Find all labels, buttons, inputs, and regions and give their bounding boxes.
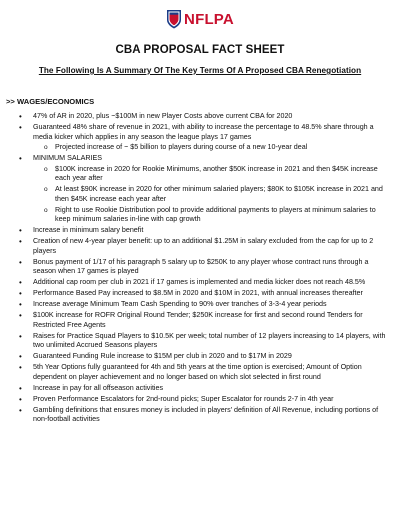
list-item <box>10 395 390 405</box>
list-item-text: Additional cap room per club in 2021 if 17 games is implemented and media kicker does not reach 48.5% <box>33 278 366 287</box>
list-item <box>10 123 390 153</box>
document-title: CBA PROPOSAL FACT SHEET <box>115 44 285 56</box>
list-item <box>10 332 390 351</box>
list-item-text: Increase average Minimum Team Cash Spending to 90% over tranches of 3-3-4 year periods <box>33 300 327 309</box>
list-item <box>10 258 390 277</box>
list-item <box>10 289 390 299</box>
list-item-text: Bonus payment of 1/17 of his paragraph 5 salary up to $250K to any player whose contract runs through a season when 17 games is played <box>33 257 369 276</box>
sub-list-item: o $100K increase in 2020 for Rookie Minimums, another $50K increase in 2021 and then $45K increase each year after <box>33 165 390 184</box>
document-subtitle: The Following Is A Summary Of The Key Terms Of A Proposed CBA Renegotiation <box>38 66 362 75</box>
list-item <box>10 300 390 310</box>
sub-list-item: o At least $90K increase in 2020 for other minimum salaried players; $80K to $105K increase in 2021 and then $45K increase each year after <box>33 185 390 204</box>
list-item-text: 47% of AR in 2020, plus ~$100M in new Player Costs above current CBA for 2020 <box>33 112 293 120</box>
list-item-text: $100K increase for ROFR Original Round Tender; $250K increase for first and second round Tenders for Restricted Free Agents <box>33 311 363 329</box>
list-item-text: MINIMUM SALARIES <box>33 154 103 163</box>
logo-text: NFLPA <box>184 10 234 28</box>
list-item <box>10 237 390 256</box>
list-item <box>10 278 390 288</box>
sub-list-item: o Right to use Rookie Distribution pool to provide additional payments to players at minimum salaries to keep minimum salaries in-line with cap growth <box>33 206 390 225</box>
list-item <box>10 384 390 394</box>
list-item <box>10 311 390 330</box>
sub-list-item: o Projected increase of ~ $5 billion to players during course of a new 10-year deal <box>33 143 390 153</box>
list-item-text: Gambling definitions that ensures money is included in players' definition of All Revenue, including portions of non-football activities <box>33 405 379 424</box>
list-item-text: Increase in pay for all offseason activities <box>33 383 164 392</box>
list-item-text: Increase in minimum salary benefit <box>33 226 144 235</box>
list-item-text: Performance Based Pay increased to $8.5M in 2020 and $10M in 2021, with annual increases thereafter <box>33 289 363 298</box>
sub-list <box>33 143 390 153</box>
list-item-text: Proven Performance Escalators for 2nd-round picks; Super Escalator for rounds 2-7 in 4th year <box>33 394 334 403</box>
list-item-text: 5th Year Options fully guaranteed for 4th and 5th years at the time option is exercised; Amount of Option dependent on player achievement and no longer based on which slot selected in first round <box>33 363 362 381</box>
bullet-list <box>10 112 390 425</box>
list-item-text: Guaranteed 48% share of revenue in 2021, with ability to increase the percentage to 48.5% share through a media kicker which applies in any season the league plays 17 games <box>33 122 374 141</box>
list-item-text: Raises for Practice Squad Players to $10.5K per week; total number of 12 players increasing to 14 players, with two unlimited Accrued Seasons players <box>33 331 386 350</box>
list-item <box>10 352 390 362</box>
list-item <box>10 363 390 382</box>
list-item-text: Guaranteed Funding Rule increase to $15M per club in 2020 and to $17M in 2029 <box>33 352 292 361</box>
nflpa-logo <box>10 6 390 32</box>
list-item-text: Creation of new 4-year player benefit: up to an additional $1.25M in salary excluded from the cap for up to 2 players <box>33 237 374 255</box>
sub-list <box>33 165 390 225</box>
section-heading: >> WAGES/ECONOMICS <box>6 97 95 106</box>
list-item <box>10 406 390 425</box>
list-item <box>10 154 390 225</box>
list-item <box>10 112 390 122</box>
nflpa-shield-icon <box>166 9 182 29</box>
list-item <box>10 226 390 236</box>
